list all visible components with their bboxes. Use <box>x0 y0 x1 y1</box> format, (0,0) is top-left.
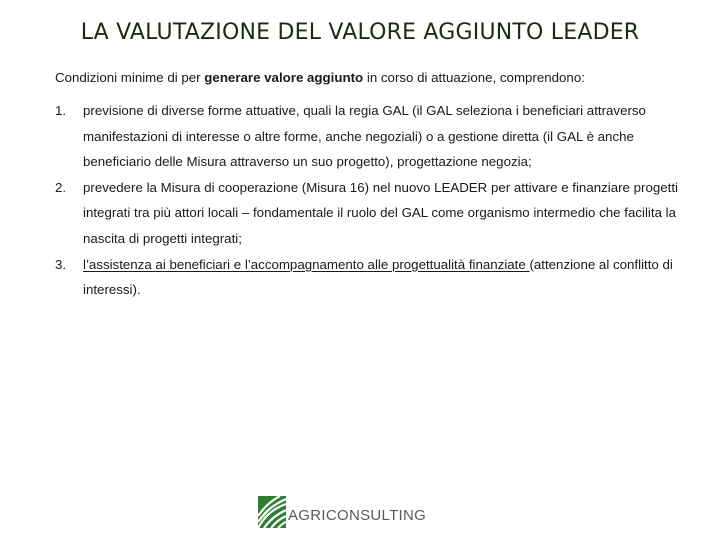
list-item-text: prevedere la Misura di cooperazione (Misura 16) nel nuovo LEADER per attivare e finanziare progetti integrati tra più attori locali – fondamentale il ruolo del GAL come organismo intermedio che facilita la nascita di progetti integrati; <box>83 179 678 246</box>
intro-text-end: in corso di attuazione, comprendono: <box>363 70 585 85</box>
intro-text-start: Condizioni minime di per <box>55 70 205 85</box>
list-item-2 <box>55 175 680 252</box>
agriconsulting-logo-icon <box>258 496 286 528</box>
list-item-underlined-text: l’assistenza ai beneficiari e l’accompagnamento alle progettualità finanziate <box>83 256 530 272</box>
list-item-text: (attenzione al conflitto di interessi). <box>83 256 673 298</box>
slide-title: LA VALUTAZIONE DEL VALORE AGGIUNTO LEADER <box>80 20 640 45</box>
intro-paragraph <box>55 70 675 86</box>
logo-text: AGRICONSULTING <box>288 506 427 524</box>
list-item-text: previsione di diverse forme attuative, quali la regia GAL (il GAL seleziona i beneficiari attraverso manifestazioni di interesse o altre forme, anche negoziali) o a gestione diretta (il GAL è anche beneficiario delle Misura attraverso un suo progetto), progettazione negozia; <box>83 103 646 170</box>
list-number: 1. <box>55 103 67 118</box>
agriconsulting-logo <box>258 496 426 528</box>
conditions-list <box>55 98 680 303</box>
list-number: 2. <box>55 179 67 195</box>
list-item-1 <box>55 98 680 175</box>
list-number: 3. <box>55 256 67 272</box>
list-item-3 <box>55 252 680 303</box>
intro-bold-text: generare valore aggiunto <box>204 70 364 85</box>
